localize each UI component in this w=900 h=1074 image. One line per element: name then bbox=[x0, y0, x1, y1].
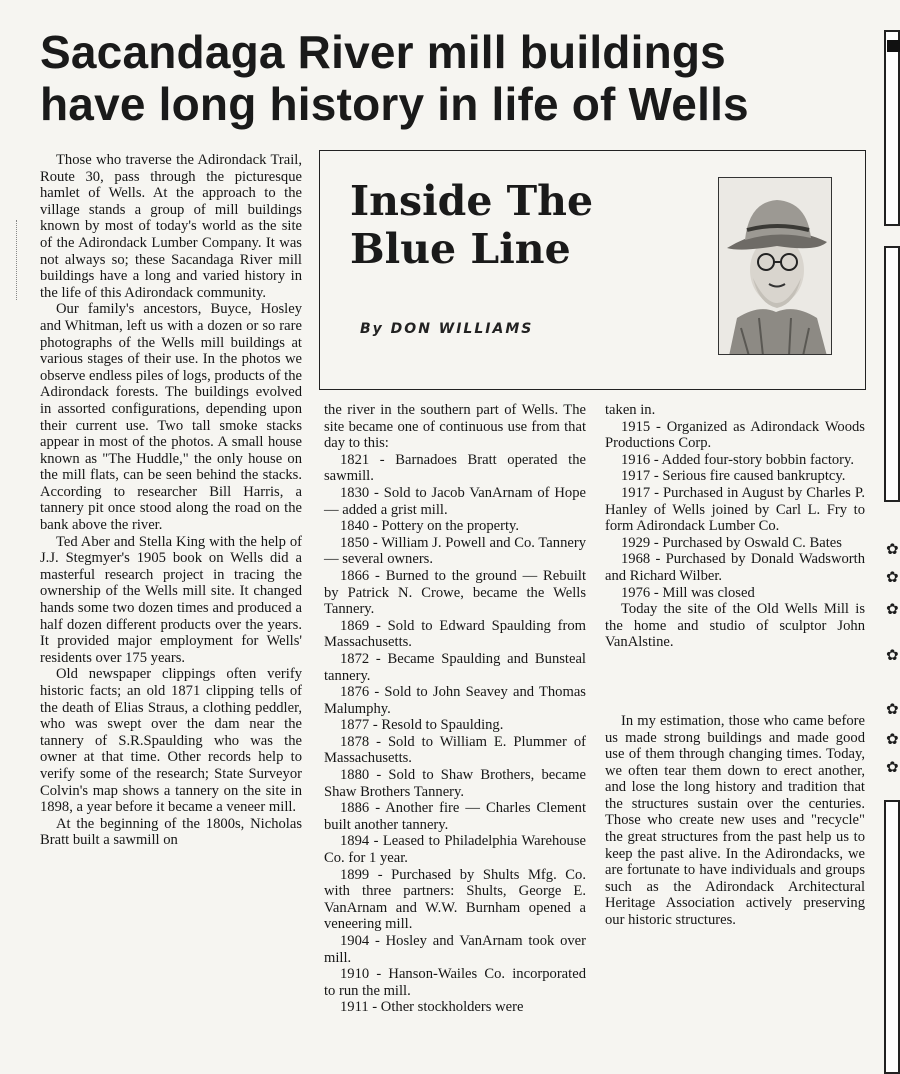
timeline-entry: 1929 - Purchased by Oswald C. Bates bbox=[621, 534, 842, 551]
paragraph: Old newspaper clippings often verify historic facts; an old 1871 clipping tells of the death of Elias Straus, a clothing peddler, who was swept over the dam near the tannery of S.R.Spaulding who was the owner at that time. Other records help to verify some of the research; State Surveyor Colvin's map shows a tannery on the site in 1898, a year before it became a veneer mill. bbox=[40, 666, 302, 816]
timeline-entry: taken in. bbox=[605, 402, 656, 418]
adjacent-page-box bbox=[884, 800, 900, 1074]
closing-paragraph: In my estimation, those who came before us made strong buildings and made good use of them through changing times. Today, we often tear them down to erect another, and lose the long history and tradition that the structures sustain over the centuries. Those who create new uses and "recycle" the great structures from the past help us to keep the past alive. In the Adirondacks, we are fortunate to have individuals and groups such as the Adirondack Architectural Heritage Association actively preserving our historic structures. bbox=[605, 712, 865, 929]
paragraph: Our family's ancestors, Buyce, Hosley and Whitman, left us with a dozen or so rare photographs of the Wells mill buildings at various stages of their use. In the photos we observe endless piles of logs, products of the Adirondack forests. The buildings evolved in assorted configurations, depending upon their current use. Two tall smoke stacks appear in most of the photos. A small house known as "The Huddle," the only house on the mill flats, can be seen behind the stacks. According to researcher Bill Harris, a tannery pit once stood along the road on the bank above the river. bbox=[40, 301, 302, 534]
timeline-entry: 1877 - Resold to Spaulding. bbox=[340, 717, 504, 734]
decorative-flower-icon: ✿ bbox=[886, 700, 899, 718]
paragraph: Those who traverse the Adirondack Trail, Route 30, pass through the picturesque hamlet of Wells. At the approach to the village stands a group of mill buildings known by most of today's world as the site of the Adirondack Lumber Company. It was not always so; these Sacandaga River mill buildings have a long and varied history in the life of this Adirondack community. bbox=[40, 152, 302, 301]
author-portrait-illustration bbox=[719, 178, 832, 355]
timeline-entry: 1880 - Sold to Shaw Brothers, became Shaw Brothers Tannery. bbox=[324, 767, 586, 800]
column-title bbox=[350, 177, 710, 273]
timeline-entry: 1872 - Became Spaulding and Bunsteal tannery. bbox=[324, 650, 586, 684]
timeline-entry: 1976 - Mill was closed bbox=[621, 584, 755, 601]
column-title-line-1: Inside The bbox=[350, 177, 594, 225]
paragraph: Ted Aber and Stella King with the help of J.J. Stegmyer's 1905 book on Wells did a masterful research project in tracing the ownership of the Wells mill site. It changed hands some two dozen times and produced a half dozen different products over the years. It provided major employment for Wells' residents over 175 years. bbox=[40, 533, 302, 666]
timeline-entry: 1917 - Purchased in August by Charles P. Hanley of Wells joined by Carl L. Fry to form Adirondack Lumber Co. bbox=[605, 484, 865, 535]
decorative-flower-icon: ✿ bbox=[886, 646, 899, 664]
column-header-box bbox=[319, 150, 866, 390]
timeline-entry: 1869 - Sold to Edward Spaulding from Massachusetts. bbox=[324, 617, 586, 651]
decorative-flower-icon: ✿ bbox=[886, 730, 899, 748]
paragraph: At the beginning of the 1800s, Nicholas Bratt built a sawmill on bbox=[40, 815, 302, 849]
timeline-entry: 1840 - Pottery on the property. bbox=[340, 518, 520, 535]
headline-line-1: Sacandaga River mill buildings bbox=[40, 26, 726, 78]
article-column-1 bbox=[40, 152, 302, 849]
paragraph: the river in the southern part of Wells. The site became one of continuous use from that day to this: bbox=[324, 402, 586, 452]
timeline-entry: 1916 - Added four-story bobbin factory. bbox=[621, 451, 855, 468]
paragraph: Today the site of the Old Wells Mill is the home and studio of sculptor John VanAlstine. bbox=[605, 601, 865, 651]
headline bbox=[40, 26, 870, 130]
margin-mark bbox=[16, 220, 25, 300]
timeline-entry: 1915 - Organized as Adirondack Woods Productions Corp. bbox=[605, 418, 865, 452]
adjacent-page-mark bbox=[887, 40, 900, 52]
article-column-2 bbox=[324, 402, 586, 1016]
headline-line-2: have long history in life of Wells bbox=[40, 78, 749, 130]
timeline-entry: 1876 - Sold to John Seavey and Thomas Malumphy. bbox=[324, 684, 586, 717]
byline: By DON WILLIAMS bbox=[360, 321, 534, 337]
timeline-entry: 1917 - Serious fire caused bankruptcy. bbox=[621, 468, 846, 485]
author-portrait bbox=[718, 177, 832, 355]
timeline-entry: 1904 - Hosley and VanArnam took over mill. bbox=[324, 933, 586, 966]
timeline-entry: 1830 - Sold to Jacob VanArnam of Hope — added a grist mill. bbox=[324, 484, 586, 518]
timeline-entry: 1899 - Purchased by Shults Mfg. Co. with three partners: Shults, George E. VanArnam and W.W. Burnham opened a veneering mill. bbox=[324, 866, 586, 933]
timeline-entry: 1866 - Burned to the ground — Rebuilt by Patrick N. Crowe, became the Wells Tannery. bbox=[324, 567, 586, 618]
timeline-entry: 1850 - William J. Powell and Co. Tannery — several owners. bbox=[324, 534, 586, 568]
timeline-entry: 1894 - Leased to Philadelphia Warehouse Co. for 1 year. bbox=[324, 833, 586, 867]
timeline-entry: 1878 - Sold to William E. Plummer of Massachusetts. bbox=[324, 733, 586, 767]
timeline-entry: 1911 - Other stockholders were bbox=[340, 999, 524, 1016]
article-column-3 bbox=[605, 402, 865, 929]
column-title-line-2: Blue Line bbox=[350, 225, 571, 273]
timeline-entry: 1910 - Hanson-Wailes Co. incorporated to run the mill. bbox=[324, 966, 586, 999]
adjacent-page-box bbox=[884, 30, 900, 226]
spacer bbox=[605, 651, 865, 713]
timeline-entry: 1821 - Barnadoes Bratt operated the sawmill. bbox=[324, 451, 586, 485]
decorative-flower-icon: ✿ bbox=[886, 540, 899, 558]
decorative-flower-icon: ✿ bbox=[886, 600, 899, 618]
decorative-flower-icon: ✿ bbox=[886, 758, 899, 776]
timeline-entry: 1968 - Purchased by Donald Wadsworth and Richard Wilber. bbox=[605, 551, 865, 584]
decorative-flower-icon: ✿ bbox=[886, 568, 899, 586]
adjacent-page-box bbox=[884, 246, 900, 502]
timeline-entry: 1886 - Another fire — Charles Clement built another tannery. bbox=[324, 800, 586, 833]
